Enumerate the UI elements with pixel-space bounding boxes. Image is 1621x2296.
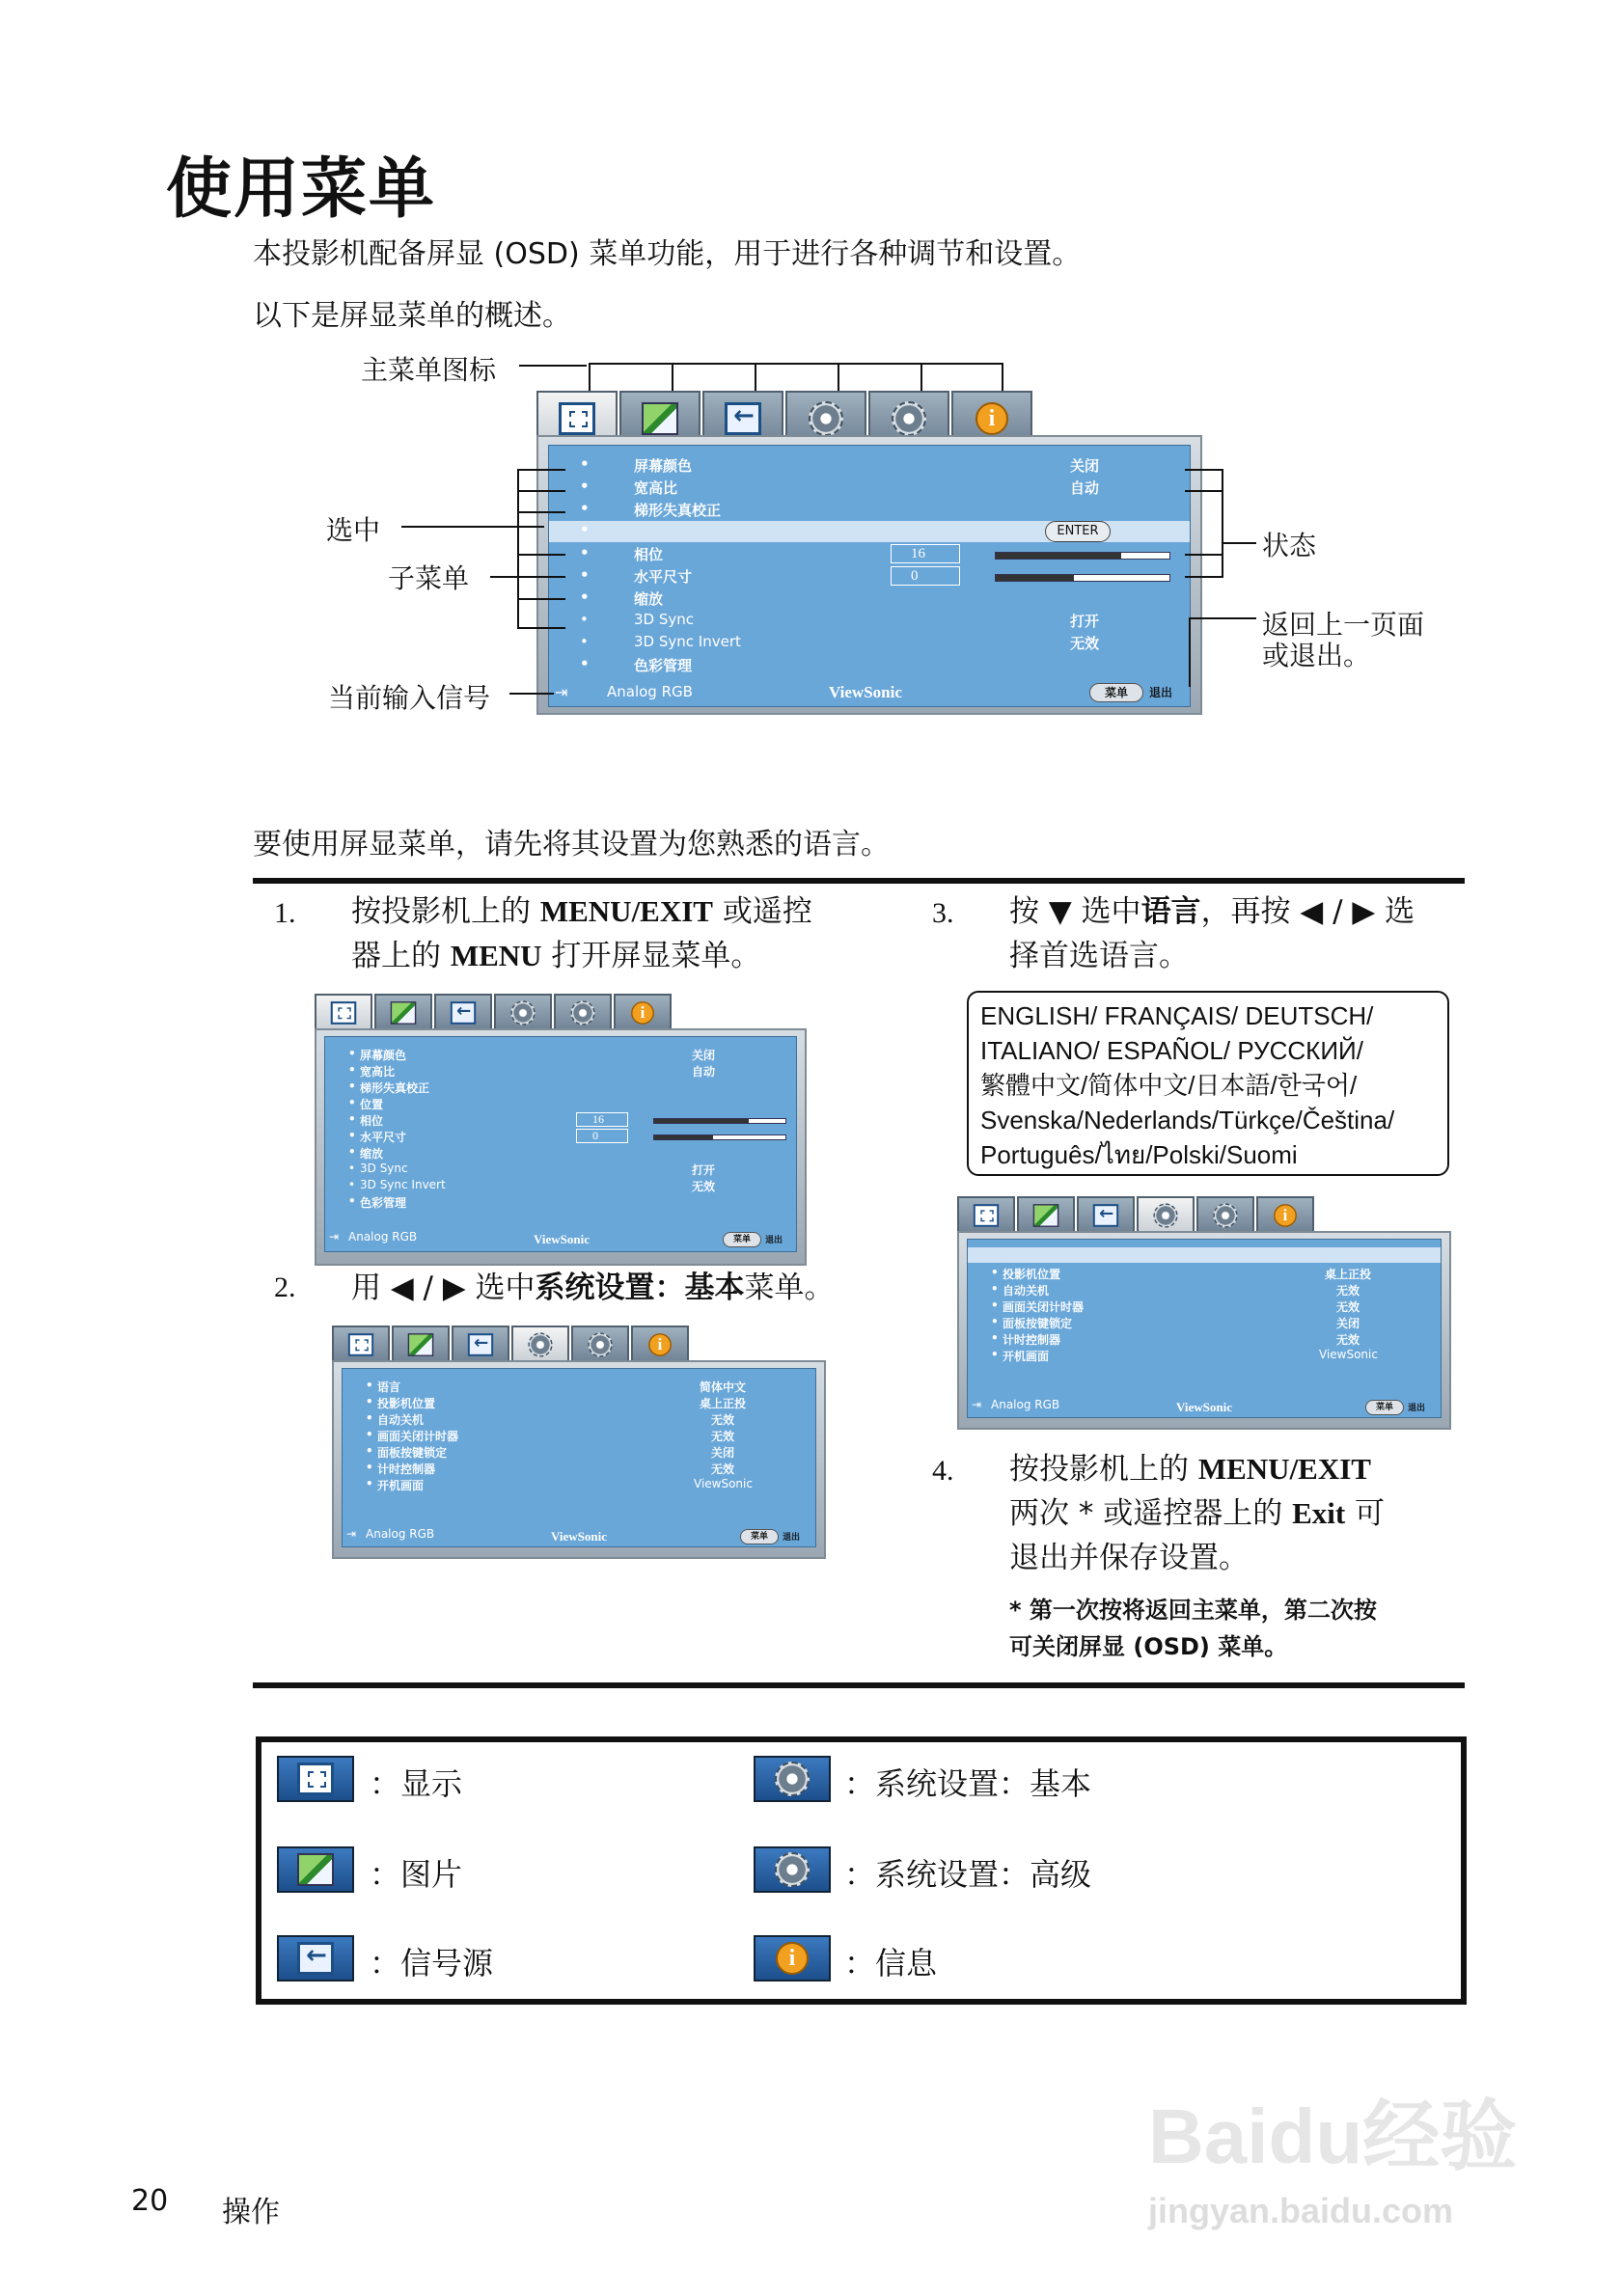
menu-item-value: 打开 [1070,613,1100,630]
top-rule [253,878,1465,884]
tab-picture[interactable] [1017,1196,1075,1235]
tab-display[interactable] [957,1196,1015,1235]
viewsonic-logo: ViewSonic [534,1232,591,1246]
page-number: 20 [131,2184,169,2218]
menu-item-label[interactable]: 宽高比 [634,479,678,497]
menu-item-label[interactable]: 面板按键锁定 [377,1446,448,1460]
legend-system-advanced [754,1846,831,1893]
osd-panel [536,435,1202,715]
menu-item-label[interactable]: 色彩管理 [360,1196,407,1210]
source-icon [451,1001,477,1025]
step-2-number: 2. [274,1271,296,1303]
language-line: Português/ไทย/Polski/Suomi [980,1140,1298,1169]
picture-icon [1033,1204,1059,1227]
callout-back-exit: 或退出。 [1262,640,1371,671]
system-basic-icon [775,1762,810,1796]
input-icon: ⇥ [346,1527,357,1541]
menu-item-label[interactable]: 梯形失真校正 [360,1081,430,1095]
phase-value-box[interactable]: 16 [891,544,960,563]
watermark [1148,2074,1553,2267]
menu-item-value: 自动 [692,1065,716,1079]
menu-item-value: 无效 [1070,635,1100,652]
menu-item-value: 无效 [1336,1284,1360,1298]
exit-label[interactable]: 退出 [1149,686,1173,699]
system-basic-icon [1153,1203,1177,1227]
callout-submenu: 子菜单 [388,562,470,594]
menu-item-label[interactable]: 计时控制器 [377,1462,436,1476]
menu-item-label[interactable]: 3D Sync Invert [634,633,741,650]
display-icon [559,402,595,435]
tab-system-basic[interactable] [1137,1196,1195,1235]
osd-menu-step2: ← i • 语言 简体中文 • 投影机位置 桌上正投 • 自动关机 无效 • 画面关闭计时器 无效 • 面板按键锁定 关闭 • 计时控制器 无效 • 开机画面 ViewSonic ⇥ Analog RGB ViewSonic 菜单 退出 [332,1326,826,1562]
picture-icon [408,1333,434,1356]
language-line: ITALIANO/ ESPAÑOL/ РУССКИЙ/ [980,1036,1363,1065]
callout-current-input: 当前输入信号 [328,682,491,714]
menu-item-label[interactable]: 水平尺寸 [634,568,693,586]
menu-item-label[interactable]: 位置 [634,523,664,540]
picture-icon [391,1001,417,1025]
menu-item-label[interactable]: 相位 [634,546,664,563]
legend-display [277,1756,354,1802]
menu-item-value: 无效 [711,1413,735,1427]
menu-item-label[interactable]: 语言 [377,1380,401,1394]
step-1-text: 按投影机上的 MENU/EXIT 或遥控 器上的 MENU 打开屏显菜单。 [351,894,812,973]
callout-main-menu-icons: 主菜单图标 [361,354,497,386]
selected-row[interactable]: • 语言 简体中文 [968,1247,1441,1263]
language-line: Svenska/Nederlands/Türkçe/Čeština/ [980,1106,1395,1134]
tab-system-advanced[interactable] [554,994,612,1032]
menu-item-value: 无效 [711,1462,735,1476]
picture-icon [642,402,678,435]
menu-button[interactable]: 菜单 [723,1232,761,1247]
callout-selected: 选中 [326,514,381,546]
osd-menu-step1: ← i • 屏幕颜色 关闭 • 宽高比 自动 • 梯形失真校正 • 位置 • 相位 16 • 水平尺寸 0 • 缩放 • 3D Sync 打开 • 3D Sync Invert 无效 • 色彩管理 ⇥ Analog RGB ViewSonic 菜单 退出 [315,994,807,1230]
menu-item-value: 无效 [711,1430,735,1443]
picture-icon [297,1853,334,1886]
system-basic-icon [809,401,843,436]
menu-item-value: 关闭 [711,1446,735,1460]
legend-system-advanced-label: ：系统设置：高级 [844,1856,1092,1893]
language-list [967,991,1449,1176]
source-icon [468,1333,494,1356]
system-advanced-icon [1213,1203,1237,1227]
watermark-brand: Baidu经验 [1148,2093,1518,2179]
legend-picture [277,1846,354,1893]
legend-information [754,1935,831,1982]
step-1-number: 1. [274,897,296,929]
menu-item-value: 桌上正投 [700,1397,747,1410]
phase-slider[interactable] [653,1118,786,1124]
legend-information-label: ：信息 [844,1945,938,1982]
tab-system-basic[interactable] [494,994,552,1032]
tab-system-advanced[interactable] [571,1326,629,1364]
display-icon [297,1763,334,1795]
viewsonic-logo: ViewSonic [829,683,902,701]
information-icon: i [648,1333,672,1356]
watermark-url: jingyan.baidu.com [1148,2191,1454,2230]
menu-item-value: ViewSonic [1319,1348,1378,1361]
menu-item-label[interactable]: 投影机位置 [1003,1268,1061,1281]
menu-item-label[interactable]: 宽高比 [360,1065,396,1079]
callout-back: 返回上一页面 [1262,609,1425,641]
menu-item-value: 打开 [692,1163,716,1177]
menu-item-value: 桌上正投 [1325,1268,1372,1281]
exit-label[interactable]: 退出 [1408,1404,1426,1413]
osd-menu-step3: ← i • 语言 简体中文 • 投影机位置 桌上正投 • 自动关机 无效 • 画面关闭计时器 无效 • 面板按键锁定 关闭 • 计时控制器 无效 • 开机画面 ViewSonic ⇥ Analog RGB ViewSonic 菜单 退出 [957,1196,1451,1433]
tab-system-basic[interactable] [511,1326,569,1364]
tab-source[interactable] [452,1326,509,1364]
menu-item-label[interactable]: 水平尺寸 [360,1131,407,1144]
system-advanced-icon [588,1332,612,1356]
intro-paragraph: 本投影机配备屏显 (OSD) 菜单功能，用于进行各种调节和设置。 [253,237,1082,271]
h-size-slider[interactable] [653,1134,786,1140]
exit-label[interactable]: 退出 [783,1533,801,1543]
menu-item-label[interactable]: 开机画面 [377,1479,425,1492]
source-icon [1093,1204,1119,1227]
menu-item-label[interactable]: 色彩管理 [634,657,693,674]
intro-overview: 以下是屏显菜单的概述。 [253,299,571,333]
menu-item-value: 简体中文 [1325,1249,1372,1263]
icon-legend [256,1736,1467,2005]
information-icon: i [776,1942,809,1975]
menu-item-value: ViewSonic [694,1477,753,1490]
tab-picture[interactable] [374,994,432,1032]
tab-display[interactable] [332,1326,390,1364]
menu-item-label[interactable]: 开机画面 [1003,1350,1050,1363]
information-icon: i [631,1001,654,1025]
source-icon [297,1942,334,1975]
current-input: Analog RGB [607,683,693,700]
osd-footer [549,681,1190,706]
menu-item-value: 无效 [1336,1333,1360,1347]
tab-information[interactable] [631,1326,689,1364]
legend-source-label: ：信号源 [370,1945,494,1982]
section-name: 操作 [222,2196,280,2229]
exit-label[interactable]: 退出 [765,1236,783,1245]
menu-item-value: 无效 [692,1180,716,1193]
tab-source[interactable] [1077,1196,1135,1235]
legend-display-label: ：显示 [370,1765,463,1802]
menu-item-label[interactable]: 缩放 [634,590,664,608]
system-advanced-icon [570,1000,594,1025]
callout-status: 状态 [1262,530,1317,561]
legend-system-basic [754,1756,831,1802]
viewsonic-logo: ViewSonic [551,1529,608,1544]
system-advanced-icon [775,1852,810,1887]
menu-item-label[interactable]: 投影机位置 [377,1397,436,1410]
menu-item-label[interactable]: 自动关机 [377,1413,425,1427]
information-icon: i [1274,1204,1297,1227]
menu-item-label[interactable]: 面板按键锁定 [1003,1317,1073,1330]
menu-item-value: 关闭 [1336,1317,1360,1330]
step-4-number: 4. [932,1455,954,1487]
viewsonic-logo: ViewSonic [1176,1400,1233,1414]
current-input: Analog RGB [348,1230,418,1244]
current-input: Analog RGB [366,1527,435,1541]
input-icon: ⇥ [329,1230,340,1244]
step-3-number: 3. [932,897,954,929]
menu-item-label[interactable]: 画面关闭计时器 [377,1430,459,1443]
menu-item-value: 关闭 [1070,457,1100,475]
menu-item-label[interactable]: 3D Sync Invert [360,1178,446,1191]
language-line: 繁體中文/简体中文/日本語/한국어/ [980,1071,1358,1100]
h-size-slider[interactable] [995,574,1170,582]
menu-button[interactable]: 菜单 [1365,1400,1404,1415]
step-4-text: 按投影机上的 MENU/EXIT 两次 * 或遥控器上的 Exit 可 退出并保存设置。 [1009,1452,1386,1575]
bottom-rule [253,1682,1465,1688]
display-icon [348,1333,374,1356]
h-size-value-box[interactable]: 0 [576,1129,628,1143]
menu-item-label[interactable]: 3D Sync [634,611,695,628]
input-icon: ⇥ [555,683,568,701]
h-size-value-box[interactable]: 0 [891,566,960,586]
menu-item-label[interactable]: 缩放 [360,1147,384,1161]
system-basic-icon [528,1332,552,1356]
source-icon [725,402,761,435]
legend-source [277,1935,354,1982]
enter-button[interactable]: ENTER [1045,521,1111,542]
tab-system-advanced[interactable] [1196,1196,1254,1235]
selected-row[interactable]: • 位置 ENTER [549,521,1190,542]
input-icon: ⇥ [972,1398,982,1411]
menu-item-label[interactable]: 相位 [360,1114,384,1128]
menu-item-label[interactable]: 梯形失真校正 [634,502,722,519]
tab-source[interactable] [434,994,492,1032]
phase-value-box[interactable]: 16 [576,1112,628,1127]
menu-item-label[interactable]: 位置 [360,1098,384,1111]
menu-item-label[interactable]: 语言 [1003,1249,1027,1263]
menu-item-value: 无效 [1336,1300,1360,1314]
menu-item-label[interactable]: 画面关闭计时器 [1003,1300,1085,1314]
menu-button[interactable]: 菜单 [740,1529,779,1544]
menu-item-label[interactable]: 3D Sync [360,1162,408,1175]
menu-item-label[interactable]: 计时控制器 [1003,1333,1061,1347]
display-icon [974,1204,1000,1227]
information-icon: i [975,402,1008,435]
legend-picture-label: ：图片 [370,1856,463,1893]
tab-display[interactable] [315,994,372,1032]
current-input: Analog RGB [991,1398,1060,1411]
system-basic-icon [510,1000,535,1025]
step-3-text: 按 ▼ 选中语言，再按 ◀ / ▶ 选 择首选语言。 [1009,894,1415,973]
system-advanced-icon [892,401,926,436]
page-title: 使用菜单 [166,151,437,228]
menu-item-label[interactable]: 屏幕颜色 [634,457,693,475]
phase-slider[interactable] [995,552,1170,560]
footnote: * 第一次按将返回主菜单，第二次按 可关闭屏显 (OSD) 菜单。 [1009,1597,1377,1660]
menu-item-label[interactable]: 自动关机 [1003,1284,1050,1298]
tab-information[interactable] [614,994,672,1032]
menu-item-value: 自动 [1070,479,1100,497]
tab-picture[interactable] [392,1326,450,1364]
legend-system-basic-label: ：系统设置：基本 [844,1765,1092,1802]
menu-item-value: 关闭 [692,1049,716,1062]
step-2-text: 用 ◀ / ▶ 选中系统设置：基本菜单。 [351,1271,835,1305]
menu-item-value: 简体中文 [700,1380,747,1394]
osd-menu-display [536,391,1202,709]
language-line: ENGLISH/ FRANÇAIS/ DEUTSCH/ [980,1001,1374,1030]
menu-item-label[interactable]: 屏幕颜色 [360,1049,407,1062]
osd-screen: • 屏幕颜色 关闭 • 宽高比 自动 • 梯形失真校正 • 位置 ENTER • 相位 16 • 水平尺寸 0 • 缩放 • 3D Sync 打开 • 3D Sync Invert 无效 • 色彩管理 ⇥ Analog RGB ViewSonic 菜单 退出 [548,445,1191,707]
tab-information[interactable] [1256,1196,1314,1235]
language-instruction: 要使用屏显菜单，请先将其设置为您熟悉的语言。 [253,828,890,861]
menu-button[interactable]: 菜单 [1089,683,1143,702]
display-icon [331,1001,357,1025]
